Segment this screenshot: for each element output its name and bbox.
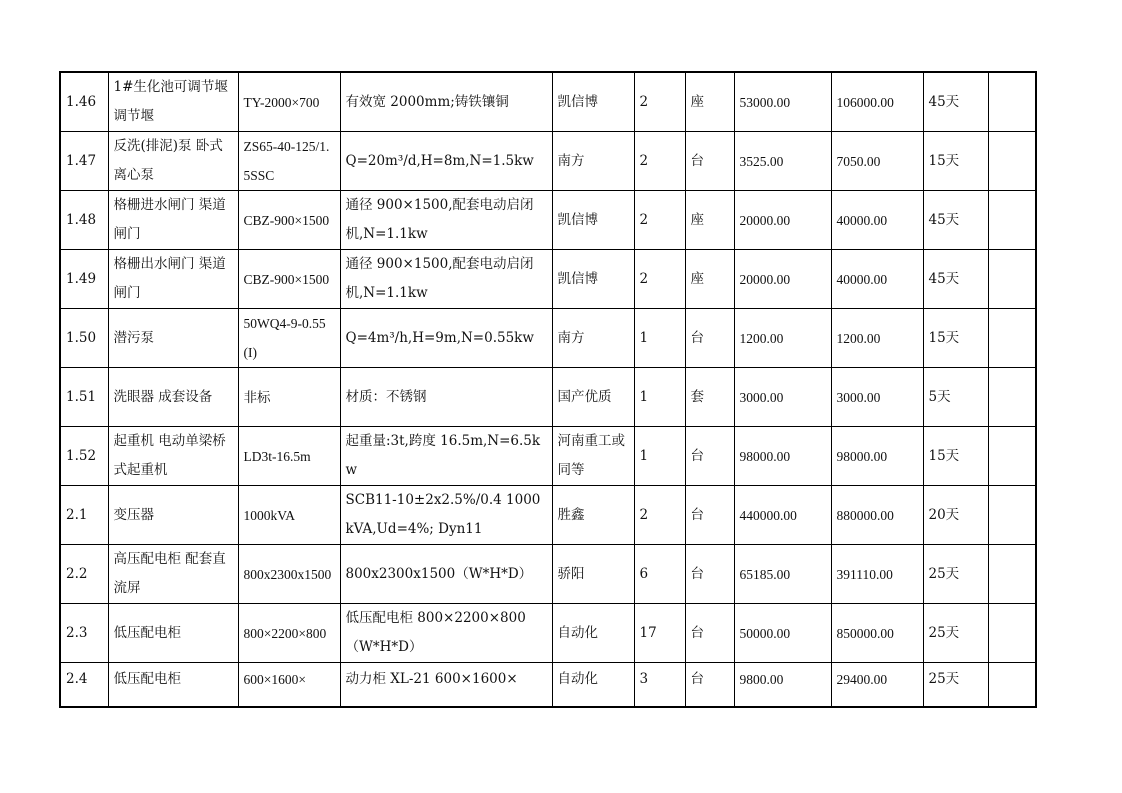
equipment-table-body xyxy=(60,72,1036,707)
unit-price-cell: 3000.00 xyxy=(734,368,831,427)
model-cell: CBZ-900×1500 xyxy=(238,191,340,250)
model-cell: 1000kVA xyxy=(238,486,340,545)
item-number-cell: 1.49 xyxy=(60,250,108,309)
unit-cell: 台 xyxy=(685,604,734,663)
total-price-cell: 850000.00 xyxy=(831,604,923,663)
item-number-cell: 2.3 xyxy=(60,604,108,663)
equipment-name-cell: 高压配电柜 配套直流屏 xyxy=(108,545,238,604)
manufacturer-cell: 胜鑫 xyxy=(552,486,634,545)
specification-cell: 800x2300x1500（W*H*D） xyxy=(340,545,552,604)
unit-price-cell: 440000.00 xyxy=(734,486,831,545)
remark-cell xyxy=(988,72,1036,132)
unit-cell: 台 xyxy=(685,663,734,707)
unit-price-cell: 53000.00 xyxy=(734,72,831,132)
remark-cell xyxy=(988,663,1036,707)
specification-cell: 通径 900×1500,配套电动启闭机,N=1.1kw xyxy=(340,250,552,309)
item-number-cell: 2.2 xyxy=(60,545,108,604)
quantity-cell: 1 xyxy=(634,368,685,427)
unit-price-cell: 20000.00 xyxy=(734,191,831,250)
specification-cell: Q=20m³/d,H=8m,N=1.5kw xyxy=(340,132,552,191)
quantity-cell: 1 xyxy=(634,309,685,368)
model-cell: 非标 xyxy=(238,368,340,427)
manufacturer-cell: 南方 xyxy=(552,132,634,191)
item-number-cell: 1.46 xyxy=(60,72,108,132)
delivery-time-cell: 15天 xyxy=(923,132,988,191)
equipment-table xyxy=(59,71,1037,708)
total-price-cell: 7050.00 xyxy=(831,132,923,191)
delivery-time-cell: 45天 xyxy=(923,250,988,309)
model-cell: LD3t-16.5m xyxy=(238,427,340,486)
equipment-name-cell: 低压配电柜 xyxy=(108,663,238,707)
quantity-cell: 2 xyxy=(634,486,685,545)
remark-cell xyxy=(988,191,1036,250)
unit-price-cell: 1200.00 xyxy=(734,309,831,368)
quantity-cell: 6 xyxy=(634,545,685,604)
model-cell: 800×2200×800 xyxy=(238,604,340,663)
unit-cell: 台 xyxy=(685,545,734,604)
remark-cell xyxy=(988,132,1036,191)
quantity-cell: 2 xyxy=(634,132,685,191)
equipment-name-cell: 变压器 xyxy=(108,486,238,545)
equipment-name-cell: 起重机 电动单梁桥式起重机 xyxy=(108,427,238,486)
item-number-cell: 1.47 xyxy=(60,132,108,191)
item-number-cell: 1.51 xyxy=(60,368,108,427)
table-row xyxy=(60,545,1036,604)
equipment-name-cell: 洗眼器 成套设备 xyxy=(108,368,238,427)
item-number-cell: 2.4 xyxy=(60,663,108,707)
item-number-cell: 1.52 xyxy=(60,427,108,486)
table-row xyxy=(60,368,1036,427)
table-row xyxy=(60,191,1036,250)
model-cell: 800x2300x1500 xyxy=(238,545,340,604)
remark-cell xyxy=(988,309,1036,368)
model-cell: TY-2000×700 xyxy=(238,72,340,132)
manufacturer-cell: 凯信博 xyxy=(552,250,634,309)
table-row xyxy=(60,663,1036,707)
table-row xyxy=(60,250,1036,309)
specification-cell: 通径 900×1500,配套电动启闭机,N=1.1kw xyxy=(340,191,552,250)
specification-cell: SCB11-10±2x2.5%/0.4 1000kVA,Ud=4%; Dyn11 xyxy=(340,486,552,545)
delivery-time-cell: 25天 xyxy=(923,545,988,604)
equipment-name-cell: 格栅进水闸门 渠道闸门 xyxy=(108,191,238,250)
total-price-cell: 106000.00 xyxy=(831,72,923,132)
equipment-name-cell: 格栅出水闸门 渠道闸门 xyxy=(108,250,238,309)
table-row xyxy=(60,427,1036,486)
unit-cell: 台 xyxy=(685,132,734,191)
remark-cell xyxy=(988,604,1036,663)
delivery-time-cell: 45天 xyxy=(923,72,988,132)
manufacturer-cell: 河南重工或同等 xyxy=(552,427,634,486)
total-price-cell: 29400.00 xyxy=(831,663,923,707)
manufacturer-cell: 骄阳 xyxy=(552,545,634,604)
manufacturer-cell: 自动化 xyxy=(552,604,634,663)
specification-cell: 动力柜 XL-21 600×1600× xyxy=(340,663,552,707)
unit-cell: 台 xyxy=(685,309,734,368)
specification-cell: 起重量:3t,跨度 16.5m,N=6.5kw xyxy=(340,427,552,486)
total-price-cell: 40000.00 xyxy=(831,250,923,309)
unit-cell: 台 xyxy=(685,486,734,545)
unit-cell: 座 xyxy=(685,191,734,250)
model-cell: 50WQ4-9-0.55(I) xyxy=(238,309,340,368)
equipment-name-cell: 低压配电柜 xyxy=(108,604,238,663)
model-cell: CBZ-900×1500 xyxy=(238,250,340,309)
unit-cell: 座 xyxy=(685,250,734,309)
unit-price-cell: 20000.00 xyxy=(734,250,831,309)
specification-cell: 材质：不锈钢 xyxy=(340,368,552,427)
specification-cell: 有效宽 2000mm;铸铁镶铜 xyxy=(340,72,552,132)
item-number-cell: 2.1 xyxy=(60,486,108,545)
delivery-time-cell: 20天 xyxy=(923,486,988,545)
total-price-cell: 98000.00 xyxy=(831,427,923,486)
quantity-cell: 2 xyxy=(634,191,685,250)
table-row xyxy=(60,604,1036,663)
total-price-cell: 40000.00 xyxy=(831,191,923,250)
item-number-cell: 1.48 xyxy=(60,191,108,250)
remark-cell xyxy=(988,486,1036,545)
manufacturer-cell: 自动化 xyxy=(552,663,634,707)
unit-price-cell: 98000.00 xyxy=(734,427,831,486)
total-price-cell: 880000.00 xyxy=(831,486,923,545)
total-price-cell: 1200.00 xyxy=(831,309,923,368)
quantity-cell: 2 xyxy=(634,250,685,309)
table-row xyxy=(60,132,1036,191)
table-row xyxy=(60,309,1036,368)
manufacturer-cell: 凯信博 xyxy=(552,72,634,132)
delivery-time-cell: 15天 xyxy=(923,427,988,486)
model-cell: ZS65-40-125/1.5SSC xyxy=(238,132,340,191)
total-price-cell: 3000.00 xyxy=(831,368,923,427)
table-row xyxy=(60,486,1036,545)
remark-cell xyxy=(988,368,1036,427)
equipment-name-cell: 1#生化池可调节堰 调节堰 xyxy=(108,72,238,132)
manufacturer-cell: 凯信博 xyxy=(552,191,634,250)
unit-price-cell: 9800.00 xyxy=(734,663,831,707)
specification-cell: Q=4m³/h,H=9m,N=0.55kw xyxy=(340,309,552,368)
delivery-time-cell: 25天 xyxy=(923,604,988,663)
remark-cell xyxy=(988,545,1036,604)
unit-price-cell: 65185.00 xyxy=(734,545,831,604)
equipment-name-cell: 潜污泵 xyxy=(108,309,238,368)
table-row xyxy=(60,72,1036,132)
delivery-time-cell: 15天 xyxy=(923,309,988,368)
quantity-cell: 17 xyxy=(634,604,685,663)
delivery-time-cell: 25天 xyxy=(923,663,988,707)
quantity-cell: 2 xyxy=(634,72,685,132)
item-number-cell: 1.50 xyxy=(60,309,108,368)
equipment-name-cell: 反洗(排泥)泵 卧式离心泵 xyxy=(108,132,238,191)
unit-cell: 套 xyxy=(685,368,734,427)
total-price-cell: 391110.00 xyxy=(831,545,923,604)
quantity-cell: 3 xyxy=(634,663,685,707)
manufacturer-cell: 南方 xyxy=(552,309,634,368)
unit-cell: 台 xyxy=(685,427,734,486)
remark-cell xyxy=(988,427,1036,486)
remark-cell xyxy=(988,250,1036,309)
model-cell: 600×1600× xyxy=(238,663,340,707)
delivery-time-cell: 45天 xyxy=(923,191,988,250)
unit-cell: 座 xyxy=(685,72,734,132)
unit-price-cell: 50000.00 xyxy=(734,604,831,663)
specification-cell: 低压配电柜 800×2200×800（W*H*D） xyxy=(340,604,552,663)
delivery-time-cell: 5天 xyxy=(923,368,988,427)
quantity-cell: 1 xyxy=(634,427,685,486)
manufacturer-cell: 国产优质 xyxy=(552,368,634,427)
unit-price-cell: 3525.00 xyxy=(734,132,831,191)
